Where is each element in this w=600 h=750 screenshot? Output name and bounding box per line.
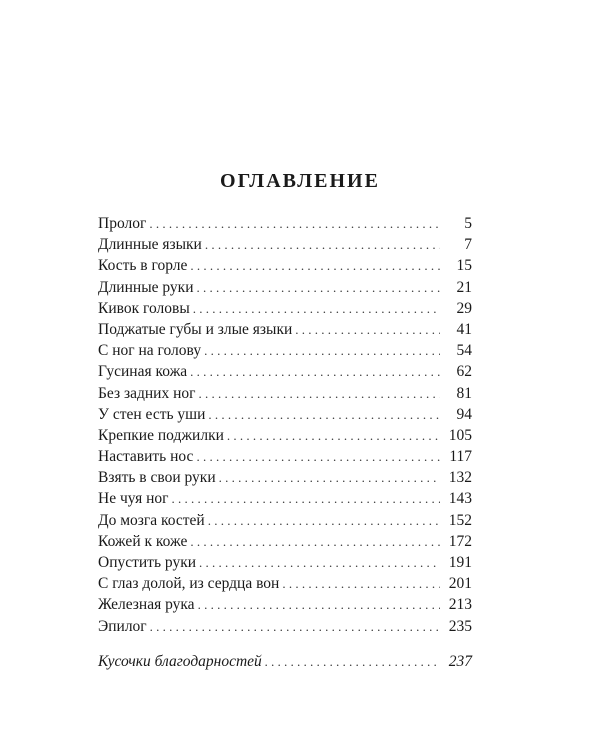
toc-entry-page: 191 (448, 554, 472, 571)
dot-leader (198, 594, 440, 615)
toc-entry-page: 172 (448, 532, 472, 550)
toc-entry[interactable] (98, 488, 472, 509)
toc-entry-title: Пролог (98, 215, 147, 232)
toc-entry[interactable] (98, 467, 472, 488)
toc-entry[interactable] (98, 277, 472, 298)
toc-entry-title: Кость в горле (98, 257, 188, 275)
dot-leader (190, 531, 440, 552)
toc-entry-page: 237 (448, 652, 472, 670)
toc-entry-title: Крепкие поджилки (98, 426, 224, 444)
dot-leader (204, 340, 440, 361)
dot-leader (150, 616, 440, 637)
toc-entry[interactable] (98, 594, 472, 615)
toc-entry-page: 54 (456, 342, 472, 360)
dot-leader (205, 234, 440, 255)
toc-entry-page: 105 (448, 426, 472, 444)
toc-entry-page: 21 (456, 278, 472, 296)
dot-leader (196, 446, 440, 467)
toc-entry-page: 29 (456, 299, 472, 317)
toc-entry-title: Взять в свои руки (98, 469, 216, 487)
toc-entry-title: Кусочки благодарностей (98, 652, 262, 670)
toc-entry-page: 152 (448, 511, 472, 529)
toc-entry[interactable] (98, 234, 472, 255)
dot-leader (193, 298, 440, 319)
toc-entry-page: 213 (448, 596, 472, 614)
toc-entry-page: 81 (456, 384, 472, 402)
toc-entry[interactable] (98, 298, 472, 319)
toc-entry-page: 15 (456, 257, 472, 275)
dot-leader (190, 255, 440, 276)
dot-leader (196, 277, 440, 298)
toc-entry-page: 5 (464, 215, 472, 232)
dot-leader (198, 383, 440, 404)
toc-entry[interactable] (98, 383, 472, 404)
toc-entry[interactable] (98, 531, 472, 552)
toc-entry-title: Наставить нос (98, 448, 194, 466)
toc-entry-title: Железная рука (98, 596, 195, 614)
toc-entry-page: 94 (456, 405, 472, 423)
toc-entry-title: Не чуя ног (98, 490, 169, 508)
toc-entry-page: 62 (456, 363, 472, 381)
toc-entry[interactable] (98, 319, 472, 340)
toc-entry[interactable] (98, 573, 472, 594)
toc-entry[interactable] (98, 404, 472, 425)
toc-entry-title: С глаз долой, из сердца вон (98, 575, 280, 593)
toc-entry[interactable] (98, 425, 472, 446)
toc-entry[interactable] (98, 510, 472, 531)
toc-entry-page: 117 (449, 448, 472, 466)
toc-entry-page: 7 (464, 236, 472, 254)
dot-leader (227, 425, 440, 446)
toc-entry-title: Длинные языки (98, 236, 202, 254)
toc-entry[interactable] (98, 446, 472, 467)
dot-leader (190, 361, 440, 382)
toc-entry-title: Кожей к коже (98, 532, 188, 550)
dot-leader (208, 404, 440, 425)
toc-entry[interactable] (98, 340, 472, 361)
toc-entry-title: Поджатые губы и злые языки (98, 320, 293, 338)
toc-entry-page: 143 (448, 490, 472, 508)
dot-leader (172, 488, 440, 509)
toc-entry-page: 41 (456, 320, 472, 338)
toc-entry-title: Без задних ног (98, 384, 196, 402)
toc-entry-title: Опустить руки (98, 554, 197, 571)
toc-entry-title: До мозга костей (98, 511, 205, 529)
toc-entry-title: Длинные руки (98, 278, 194, 296)
table-of-contents (98, 213, 472, 672)
toc-entry-page: 132 (448, 469, 472, 487)
dot-leader (149, 213, 440, 234)
toc-entry[interactable] (98, 361, 472, 382)
toc-entry-title: Эпилог (98, 617, 147, 635)
dot-leader (282, 573, 440, 594)
toc-entry-title: С ног на голову (98, 342, 202, 360)
toc-entry-page: 235 (448, 617, 472, 635)
toc-entry[interactable] (98, 616, 472, 637)
dot-leader (199, 552, 440, 573)
page-title: ОГЛАВЛЕНИЕ (220, 170, 380, 192)
toc-entry-acknowledgements[interactable] (98, 651, 472, 672)
dot-leader (295, 319, 440, 340)
dot-leader (208, 510, 440, 531)
toc-entry[interactable] (98, 552, 472, 573)
toc-entry-title: Кивок головы (98, 299, 190, 317)
dot-leader (219, 467, 440, 488)
toc-entry-title: Гусиная кожа (98, 363, 188, 381)
toc-entry-title: У стен есть уши (98, 405, 206, 423)
dot-leader (265, 651, 440, 672)
toc-entry[interactable] (98, 255, 472, 276)
toc-entry-page: 201 (448, 575, 472, 593)
toc-entry[interactable] (98, 213, 472, 234)
